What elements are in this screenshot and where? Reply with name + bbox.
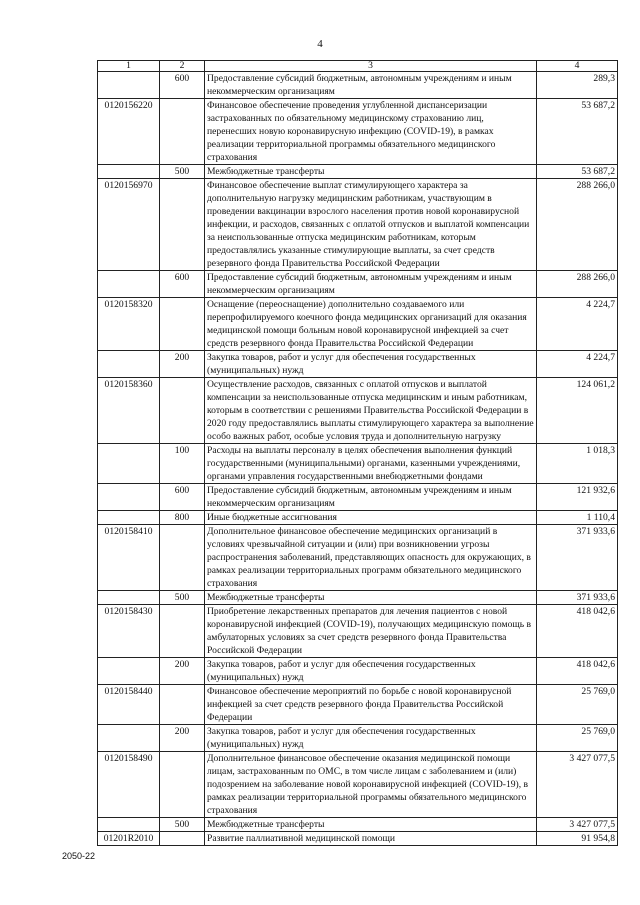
- target-code: 0120158440: [98, 685, 160, 725]
- expense-type-code: 600: [160, 72, 205, 99]
- expense-type-code: [160, 832, 205, 846]
- target-code: [98, 444, 160, 484]
- table-row: [98, 605, 618, 658]
- amount-value: 4 224,7: [537, 298, 618, 351]
- target-code: 0120158360: [98, 378, 160, 444]
- expense-description: Финансовое обеспечение мероприятий по борьбе с новой коронавирусной инфекцией за счет средств резервного фонда Правительства Российской Федерации: [205, 685, 537, 725]
- target-code: 0120156220: [98, 99, 160, 165]
- amount-value: 1 110,4: [537, 511, 618, 525]
- expense-type-code: 800: [160, 511, 205, 525]
- table-row: [98, 165, 618, 179]
- expense-type-code: [160, 298, 205, 351]
- expense-description: Дополнительное финансовое обеспечение медицинских организаций в условиях чрезвычайной ситуации и (или) при возникновении угрозы распространения заболеваний, представляющих опасность для окружающих, в рамках реализации территориальных программ обязательного медицинского страхования: [205, 525, 537, 591]
- expense-description: Предоставление субсидий бюджетным, автономным учреждениям и иным некоммерческим организациям: [205, 271, 537, 298]
- target-code: 0120158490: [98, 752, 160, 818]
- expense-description: Развитие паллиативной медицинской помощи: [205, 832, 537, 846]
- expense-type-code: [160, 378, 205, 444]
- target-code: [98, 271, 160, 298]
- amount-value: 418 042,6: [537, 658, 618, 685]
- table-row: [98, 179, 618, 271]
- expense-description: Иные бюджетные ассигнования: [205, 511, 537, 525]
- target-code: [98, 511, 160, 525]
- expense-description: Межбюджетные трансферты: [205, 818, 537, 832]
- expense-type-code: [160, 752, 205, 818]
- table-row: [98, 444, 618, 484]
- expense-description: Финансовое обеспечение проведения углубленной диспансеризации застрахованных по обязательному медицинскому страхованию лиц, перенесших новую коронавирусную инфекцию (COVID-19), в рамках реализации территориальной программы обязательного медицинского страхования: [205, 99, 537, 165]
- expense-description: Закупка товаров, работ и услуг для обеспечения государственных (муниципальных) нужд: [205, 725, 537, 752]
- expense-description: Межбюджетные трансферты: [205, 591, 537, 605]
- target-code: [98, 725, 160, 752]
- amount-value: 288 266,0: [537, 271, 618, 298]
- expense-type-code: 200: [160, 351, 205, 378]
- table-row: [98, 351, 618, 378]
- amount-value: 91 954,8: [537, 832, 618, 846]
- table-row: [98, 658, 618, 685]
- target-code: [98, 658, 160, 685]
- expense-description: Финансовое обеспечение выплат стимулирующего характера за дополнительную нагрузку медицинским работникам, участвующим в проведении вакцинации взрослого населения против новой коронавирусной инфекции, и расходов, связанных с оплатой отпусков и выплатой компенсации за неиспользованные отпуска медицинским работникам, которым предоставлялись указанные стимулирующие выплаты, за счет средств резервного фонда Правительства Российской Федерации: [205, 179, 537, 271]
- table-row: [98, 298, 618, 351]
- table-row: [98, 72, 618, 99]
- table-row: [98, 525, 618, 591]
- table-row: [98, 818, 618, 832]
- expense-type-code: [160, 179, 205, 271]
- expense-description: Закупка товаров, работ и услуг для обеспечения государственных (муниципальных) нужд: [205, 351, 537, 378]
- table-row: [98, 725, 618, 752]
- amount-value: 25 769,0: [537, 685, 618, 725]
- expense-type-code: [160, 605, 205, 658]
- table-body: [98, 72, 618, 846]
- expense-description: Закупка товаров, работ и услуг для обеспечения государственных (муниципальных) нужд: [205, 658, 537, 685]
- expense-type-code: 500: [160, 165, 205, 179]
- expense-description: Межбюджетные трансферты: [205, 165, 537, 179]
- target-code: [98, 351, 160, 378]
- expense-description: Предоставление субсидий бюджетным, автономным учреждениям и иным некоммерческим организациям: [205, 484, 537, 511]
- expense-type-code: 500: [160, 818, 205, 832]
- amount-value: 1 018,3: [537, 444, 618, 484]
- amount-value: 3 427 077,5: [537, 752, 618, 818]
- target-code: [98, 165, 160, 179]
- target-code: [98, 818, 160, 832]
- table-row: [98, 484, 618, 511]
- target-code: 01201R2010: [98, 832, 160, 846]
- expense-type-code: 600: [160, 484, 205, 511]
- expense-type-code: [160, 99, 205, 165]
- table-row: [98, 378, 618, 444]
- amount-value: 4 224,7: [537, 351, 618, 378]
- amount-value: 124 061,2: [537, 378, 618, 444]
- expense-type-code: 600: [160, 271, 205, 298]
- table-row: [98, 832, 618, 846]
- amount-value: 289,3: [537, 72, 618, 99]
- target-code: 0120158320: [98, 298, 160, 351]
- target-code: 0120158410: [98, 525, 160, 591]
- amount-value: 371 933,6: [537, 591, 618, 605]
- expense-description: Расходы на выплаты персоналу в целях обеспечения выполнения функций государственными (муниципальными) органами, казенными учреждениями, органами управления государственными внебюджетными фондами: [205, 444, 537, 484]
- expense-description: Приобретение лекарственных препаратов для лечения пациентов с новой коронавирусной инфекцией (COVID-19), получающих медицинскую помощь в амбулаторных условиях за счет средств резервного фонда Правительства Российской Федерации: [205, 605, 537, 658]
- target-code: [98, 484, 160, 511]
- amount-value: 371 933,6: [537, 525, 618, 591]
- expense-type-code: [160, 685, 205, 725]
- page-number: 4: [317, 38, 323, 50]
- target-code: [98, 591, 160, 605]
- table-row: [98, 752, 618, 818]
- column-header-2: 2: [160, 61, 205, 72]
- expense-description: Осуществление расходов, связанных с оплатой отпусков и выплатой компенсации за неиспользованные отпуска медицинским и иным работникам, которым в соответствии с решениями Правительства Российской Федерации в 2020 году предоставлялись выплаты стимулирующего характера за выполнение особо важных работ, особые условия труда и дополнительную нагрузку: [205, 378, 537, 444]
- amount-value: 121 932,6: [537, 484, 618, 511]
- target-code: 0120158430: [98, 605, 160, 658]
- column-header-1: 1: [98, 61, 160, 72]
- column-header-4: 4: [537, 61, 618, 72]
- table-row: [98, 99, 618, 165]
- expense-description: Оснащение (переоснащение) дополнительно создаваемого или перепрофилируемого коечного фонда медицинских организаций для оказания медицинской помощи больным новой коронавирусной инфекцией за счет средств резервного фонда Правительства Российской Федерации: [205, 298, 537, 351]
- amount-value: 418 042,6: [537, 605, 618, 658]
- table-row: [98, 685, 618, 725]
- table-row: [98, 591, 618, 605]
- table-header-row: [98, 61, 618, 72]
- expense-type-code: 200: [160, 725, 205, 752]
- amount-value: 53 687,2: [537, 165, 618, 179]
- table-row: [98, 511, 618, 525]
- target-code: [98, 72, 160, 99]
- table-row: [98, 271, 618, 298]
- target-code: 0120156970: [98, 179, 160, 271]
- expense-type-code: 100: [160, 444, 205, 484]
- budget-table: [97, 60, 618, 846]
- expense-type-code: [160, 525, 205, 591]
- amount-value: 25 769,0: [537, 725, 618, 752]
- expense-type-code: 200: [160, 658, 205, 685]
- column-header-3: 3: [205, 61, 537, 72]
- amount-value: 288 266,0: [537, 179, 618, 271]
- footer-code: 2050-22: [62, 851, 96, 861]
- expense-type-code: 500: [160, 591, 205, 605]
- expense-description: Дополнительное финансовое обеспечение оказания медицинской помощи лицам, застрахованным по ОМС, в том числе лицам с заболеванием и (или) подозрением на заболевание новой коронавирусной инфекцией (COVID-19), в рамках реализации территориальной программы обязательного медицинского страхования: [205, 752, 537, 818]
- amount-value: 3 427 077,5: [537, 818, 618, 832]
- amount-value: 53 687,2: [537, 99, 618, 165]
- expense-description: Предоставление субсидий бюджетным, автономным учреждениям и иным некоммерческим организациям: [205, 72, 537, 99]
